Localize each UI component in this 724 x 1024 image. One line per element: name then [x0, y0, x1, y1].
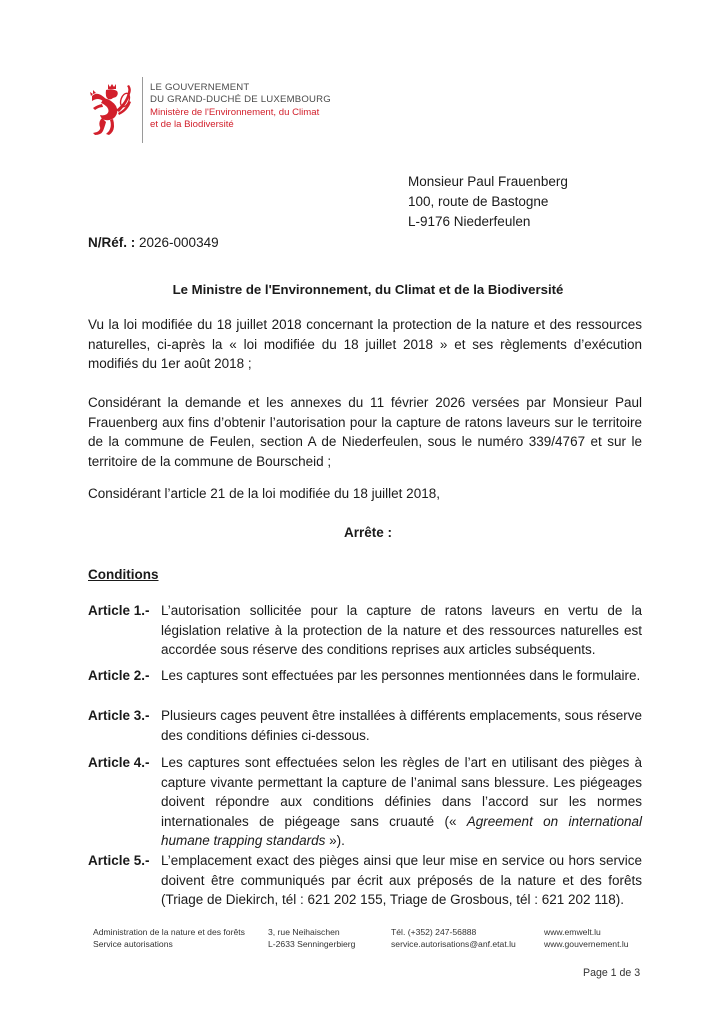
article-3 — [88, 706, 642, 745]
article-label: Article 2.- — [88, 668, 150, 683]
header-divider — [142, 77, 143, 143]
article-2 — [88, 666, 642, 686]
article-text: L’autorisation sollicitée pour la capture de ratons laveurs en vertu de la législation relative à la protection de la nature et des ressources naturelles est accordée sous réserve des conditions reprises aux articles subséquents. — [161, 603, 642, 658]
article-label: Article 3.- — [88, 708, 150, 723]
gov-line-1: LE GOUVERNEMENT — [150, 82, 250, 93]
article-4 — [88, 753, 642, 851]
article-text: Plusieurs cages peuvent être installées à différents emplacements, sous réserve des conditions définies ci-dessous. — [161, 708, 642, 743]
footer-administration — [93, 926, 245, 951]
article-text — [161, 753, 642, 851]
gov-line-2: DU GRAND-DUCHÉ DE LUXEMBOURG — [150, 94, 331, 106]
article-text-main: Les captures sont effectuées selon les règles de l’art en utilisant des pièges à capture vivante permettant la capture de l’animal sans blessure. Les piégeages doivent répondre aux conditions définies dans l’accord sur les normes internationales de piégeage sans cruauté (« — [161, 755, 642, 829]
article-label: Article 5.- — [88, 853, 150, 868]
document-title: Le Ministre de l'Environnement, du Climat et de la Biodiversité — [172, 282, 564, 297]
article-1 — [88, 601, 642, 660]
article-text-end: »). — [325, 833, 345, 849]
recipient-name: Monsieur Paul Frauenberg — [408, 174, 568, 189]
footer-admin-name: Administration de la nature et des forêts — [93, 927, 245, 937]
footer-street: 3, rue Neihaischen — [268, 927, 340, 937]
article-label: Article 4.- — [88, 755, 150, 770]
article-text: L’emplacement exact des pièges ainsi que leur mise en service ou hors service doivent être communiqués par écrit aux préposés de la nature et des forêts (Triage de Diekirch, tél : 621 202 155, Triage de Grosbous, tél : 621 202 118). — [161, 853, 642, 908]
footer-websites — [544, 926, 629, 951]
consideration-paragraph: Considérant l’article 21 de la loi modifiée du 18 juillet 2018, — [88, 486, 440, 501]
footer-city: L-2633 Senningerbierg — [268, 939, 356, 950]
footer-website-emwelt-link[interactable]: www.emwelt.lu — [544, 927, 601, 937]
footer-email-link[interactable]: service.autorisations@anf.etat.lu — [391, 939, 516, 950]
section-heading-conditions: Conditions — [88, 567, 159, 582]
luxembourg-lion-logo-icon — [88, 82, 134, 138]
reference — [88, 235, 219, 250]
article-5 — [88, 851, 642, 910]
ministry-line-1: Ministère de l'Environnement, du Climat — [150, 106, 320, 118]
reference-label: N/Réf. : — [88, 235, 136, 250]
article-label: Article 1.- — [88, 603, 150, 618]
footer-phone: Tél. (+352) 247-56888 — [391, 927, 477, 937]
article-text: Les captures sont effectuées par les personnes mentionnées dans le formulaire. — [161, 668, 641, 683]
reference-value: 2026-000349 — [139, 235, 219, 250]
recipient-street: 100, route de Bastogne — [408, 194, 549, 209]
footer-website-gouvernement-link[interactable]: www.gouvernement.lu — [544, 939, 629, 950]
article-text-italic: Agreement on international humane trapping standards — [161, 813, 642, 849]
footer-address — [268, 926, 355, 951]
footer-contact — [391, 926, 516, 951]
government-header — [150, 82, 331, 132]
ministry-line-2: et de la Biodiversité — [150, 119, 234, 131]
footer-service-name: Service autorisations — [93, 939, 173, 950]
consideration-paragraph: Vu la loi modifiée du 18 juillet 2018 concernant la protection de la nature et des ressources naturelles, ci-après la « loi modifiée du 18 juillet 2018 » et ses règlements d’exécution modifiés du 1er août 2018 ; — [88, 317, 642, 372]
decision-heading: Arrête : — [343, 525, 392, 540]
recipient-address — [408, 172, 568, 232]
recipient-city: L-9176 Niederfeulen — [408, 214, 531, 229]
consideration-paragraph: Considérant la demande et les annexes du 11 février 2026 versées par Monsieur Paul Frauenberg aux fins d’obtenir l’autorisation pour la capture de ratons laveurs sur le territoire de la commune de Feulen, section A de Niederfeulen, sous le numéro 339/4767 et sur le territoire de la commune de Bourscheid ; — [88, 395, 642, 469]
page-number: Page 1 de 3 — [583, 967, 641, 979]
